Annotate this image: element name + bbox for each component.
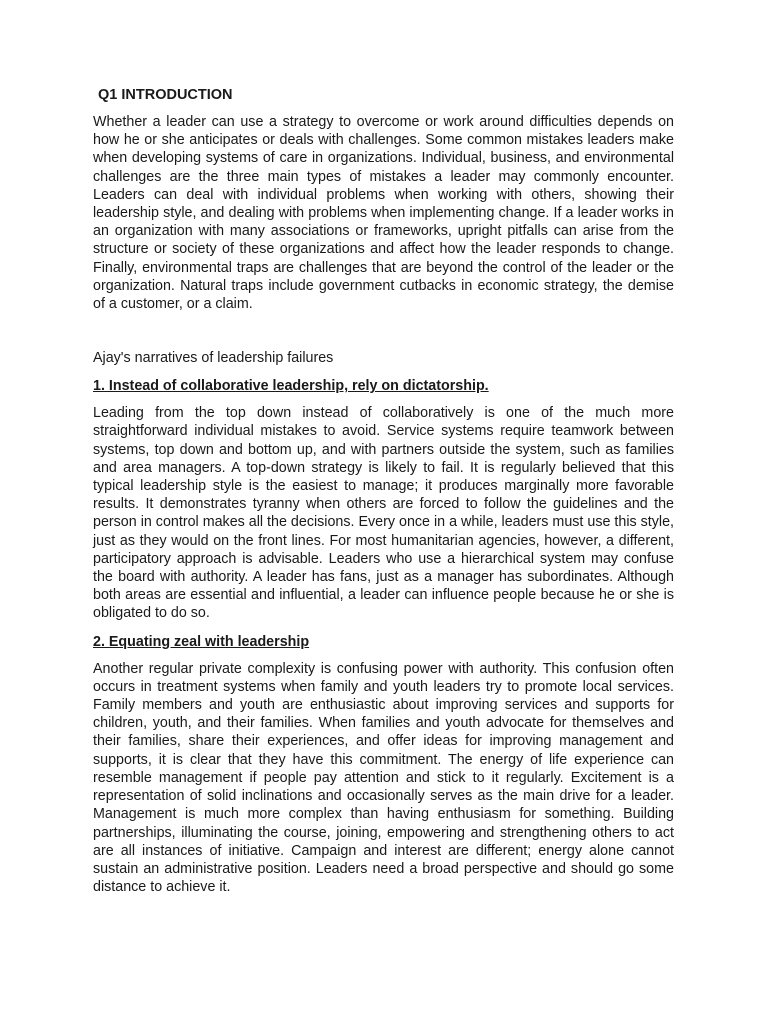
section-spacer [93,313,674,349]
section-2-paragraph: Another regular private complexity is confusing power with authority. This confusion often occurs in treatment systems when family and youth leaders try to promote local services. Family members and youth are enthusiastic about improving services and supports for children, youth, and their families. When families and youth advocate for themselves and their families, share their experiences, and offer ideas for improving management and supports, it is clear that they have this commitment. The energy of life experience can resemble management if people pay attention and stick to it regularly. Excitement is a representation of solid inclinations and occasionally serves as the main drive for a leader. Management is much more complex than having enthusiasm for something. Building partnerships, illuminating the course, joining, empowering and strengthening others to act are all instances of initiative. Campaign and interest are different; energy alone cannot sustain an administrative position. Leaders need a broad perspective and should go some distance to achieve it. [93,660,674,896]
intro-heading: Q1 INTRODUCTION [98,87,233,103]
document-page [93,86,674,896]
paragraph-gap [93,623,674,633]
section-2-title: 2. Equating zeal with leadership [93,633,310,650]
intro-paragraph: Whether a leader can use a strategy to overcome or work around difficulties depends on how he or she anticipates or deals with challenges. Some common mistakes leaders make when developing systems of care in organizations. Individual, business, and environmental challenges are the three main types of mistakes a leader may commonly encounter. Leaders can deal with individual problems when working with others, showing their leadership style, and dealing with problems when implementing change. If a leader works in an organization with many associations or frameworks, upright pitfalls can arise from the structure or society of these organizations and affect how the leader responds to change. Finally, environmental traps are challenges that are beyond the control of the leader or the organization. Natural traps include government cutbacks in economic strategy, the demise of a customer, or a claim. [93,114,674,313]
narratives-title: Ajay's narratives of leadership failures [93,350,334,367]
section-1-paragraph: Leading from the top down instead of collaboratively is one of the much more straightforward individual mistakes to avoid. Service systems require teamwork between systems, top down and bottom up, and with partners outside the system, such as families and area managers. A top-down strategy is likely to fail. It is regularly believed that this typical leadership style is the easiest to manage; it produces marginally more favorable results. It demonstrates tyranny when others are forced to follow the guidelines and the person in control makes all the decisions. Every once in a while, leaders must use this style, just as they would on the front lines. For most humanitarian agencies, however, a different, participatory approach is advisable. Leaders who use a hierarchical system may confuse the board with authority. A leader has fans, just as a manager has subordinates. Although both areas are essential and influential, a leader can influence people because he or she is obligated to do so. [93,405,674,622]
section-1-title: 1. Instead of collaborative leadership, rely on dictatorship. [93,378,489,395]
